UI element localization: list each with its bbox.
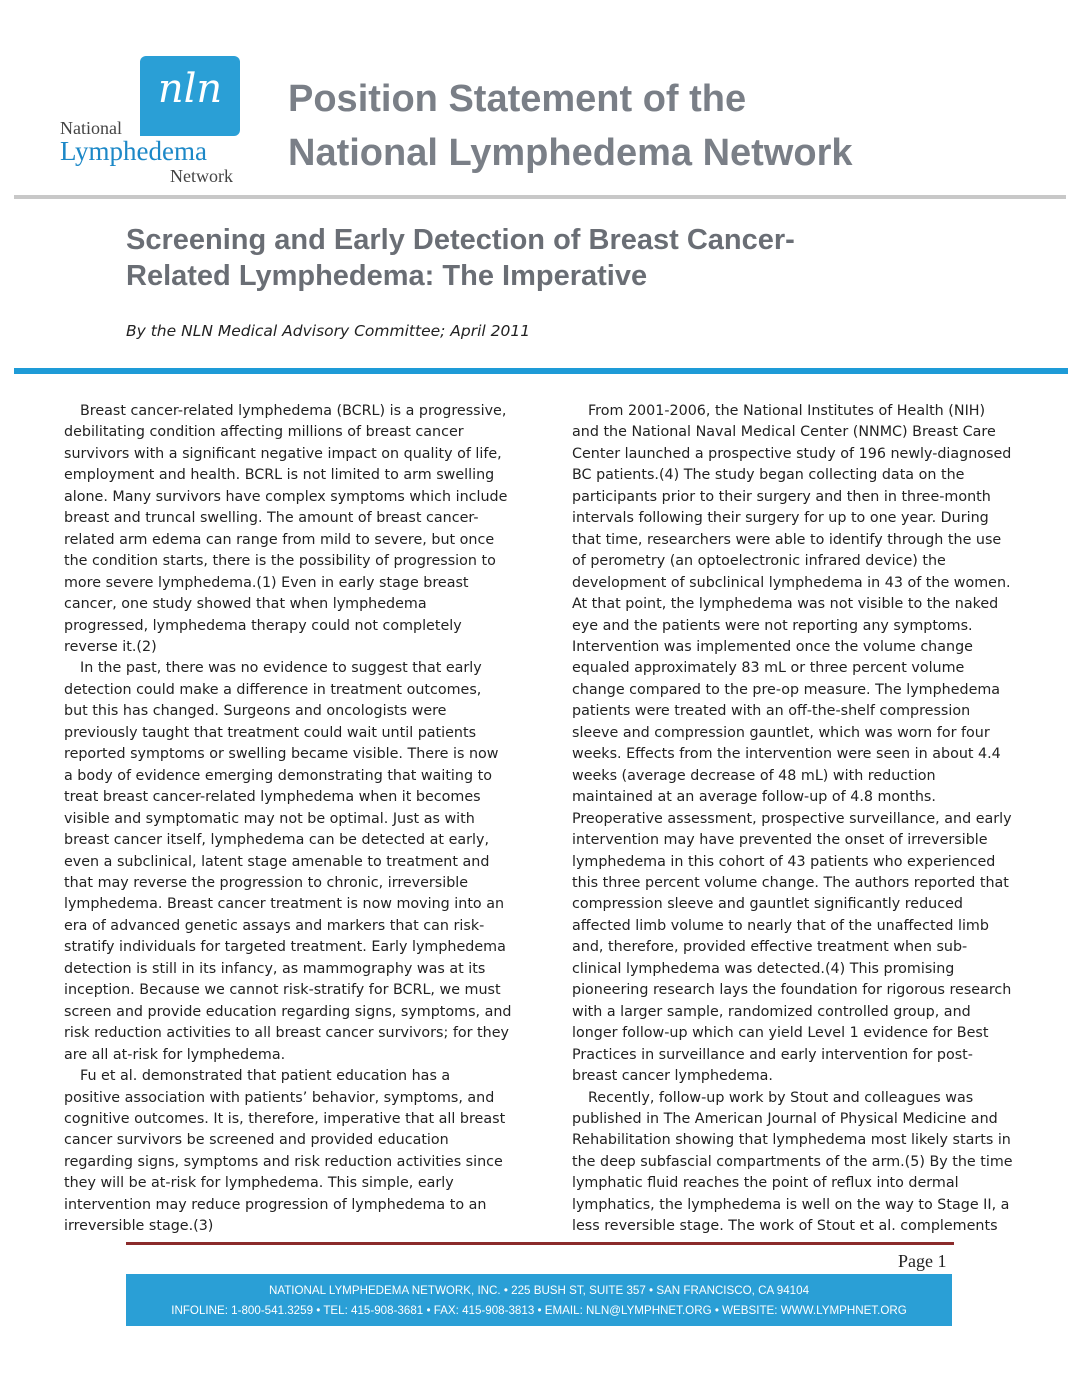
page-number: Page 1	[898, 1251, 947, 1271]
paragraph: From 2001-2006, the National Institutes of Health (NIH) and the National Naval Medical Center (NNMC) Breast Care Center launched a prospective study of 196 newly-diagnosed BC patients.(4) The study began collecting data on the participants prior to their surgery and then in three-month intervals following their surgery for up to one year. During that time, researchers were able to identify through the use of perometry (an optoelectronic infrared device) the development of subclinical lymphedema in 43 of the women. At that point, the lymphedema was not visible to the naked eye and the patients were not reporting any symptoms. Intervention was implemented once the volume change equaled approximately 83 mL or three percent volume change compared to the pre-op measure. The lymphedema patients were treated with an off-the-shelf compression sleeve and compression gauntlet, which was worn for four weeks. Effects from the intervention were seen in about 4.4 weeks (average decrease of 48 mL) with reduction maintained at an average follow-up of 4.8 months. Preoperative assessment, prospective surveillance, and early intervention may have prevented the onset of irreversible lymphedema in this cohort of 43 patients who experienced this three percent volume change. The authors reported that compression sleeve and gauntlet significantly reduced affected limb volume to nearly that of the unaffected limb and, therefore, provided effective treatment when sub- clinical lymphedema was detected.(4) This promising pioneering research lays the foundation for rigorous research with a larger sample, randomized controlled group, and longer follow-up which can yield Level 1 evidence for Best Practices in surveillance and early intervention for post- breast cancer lymphedema.	[572, 403, 1012, 1085]
header-title-line2: National Lymphedema Network	[288, 132, 853, 174]
paragraph: Breast cancer-related lymphedema (BCRL) is a progressive, debilitating condition affecting millions of breast cancer survivors with a significant negative impact on quality of life, employment and health. BCRL is not limited to arm swelling alone. Many survivors have complex symptoms which include breast and truncal swelling. The amount of breast cancer- related arm edema can range from mild to severe, but once the condition starts, there is the possibility of progression to more severe lymphedema.(1) Even in early stage breast cancer, one study showed that when lymphedema progressed, lymphedema therapy could not completely reverse it.(2)	[64, 403, 508, 655]
footer-address: NATIONAL LYMPHEDEMA NETWORK, INC. • 225 BUSH ST, SUITE 357 • SAN FRANCISCO, CA 94104	[268, 1284, 810, 1297]
logo-text-lymphedema: Lymphedema	[60, 136, 207, 166]
header-divider	[14, 195, 1066, 199]
document-title-line1: Screening and Early Detection of Breast Cancer-	[126, 224, 795, 256]
section-divider	[14, 368, 1068, 374]
footer-divider	[126, 1242, 954, 1245]
paragraph: Fu et al. demonstrated that patient education has a positive association with patients’ behavior, symptoms, and cognitive outcomes. It is, therefore, imperative that all breast cancer survivors be screened and provided education regarding signs, symptoms and risk reduction activities since they will be at-risk for lymphedema. This simple, early intervention may reduce progression of lymphedema to an irreversible stage.(3)	[64, 1068, 506, 1235]
byline: By the NLN Medical Advisory Committee; April 2011	[126, 322, 531, 340]
paragraph: In the past, there was no evidence to suggest that early detection could make a difference in treatment outcomes, but this has changed. Surgeons and oncologists were previously taught that treatment could wait until patients reported symptoms or swelling became visible. There is now a body of evidence emerging demonstrating that waiting to treat breast cancer-related lymphedema when it becomes visible and symptomatic may not be optimal. Just as with breast cancer itself, lymphedema can be detected at early, even a subclinical, latent stage amenable to treatment and that may reverse the progression to chronic, irreversible lymphedema. Breast cancer treatment is now moving into an era of advanced genetic assays and markers that can risk- stratify individuals for targeted treatment. Early lymphedema detection is still in its infancy, as mammography was at its inception. Because we cannot risk-stratify for BCRL, we must screen and provide education regarding signs, symptoms, and risk reduction activities to all breast cancer survivors; for they are all at-risk for lymphedema.	[64, 660, 512, 1063]
footer-band	[126, 1274, 952, 1326]
header-title-line1: Position Statement of the	[288, 78, 747, 120]
footer-contact: INFOLINE: 1-800-541.3259 • TEL: 415-908-3681 • FAX: 415-908-3813 • EMAIL: NLN@LYMPHNET.ORG • WEBSITE: WWW.LYMPHNET.ORG	[171, 1304, 907, 1317]
right-column	[572, 401, 1028, 1238]
logo-text-network: Network	[170, 166, 233, 186]
logo-mark: nln	[157, 66, 223, 112]
logo-badge	[140, 56, 240, 136]
paragraph: Recently, follow-up work by Stout and colleagues was published in The American Journal of Physical Medicine and Rehabilitation showing that lymphedema most likely starts in the deep subfascial compartments of the arm.(5) By the time lymphatic fluid reaches the point of reflux into dermal lymphatics, the lymphedema is well on the way to Stage II, a less reversible stage. The work of Stout et al. complements	[572, 1089, 1013, 1235]
left-column	[64, 401, 514, 1238]
logo-text-national: National	[60, 118, 122, 138]
document-title	[126, 222, 795, 294]
header-title	[288, 72, 853, 180]
document-title-line2: Related Lymphedema: The Imperative	[126, 260, 648, 292]
